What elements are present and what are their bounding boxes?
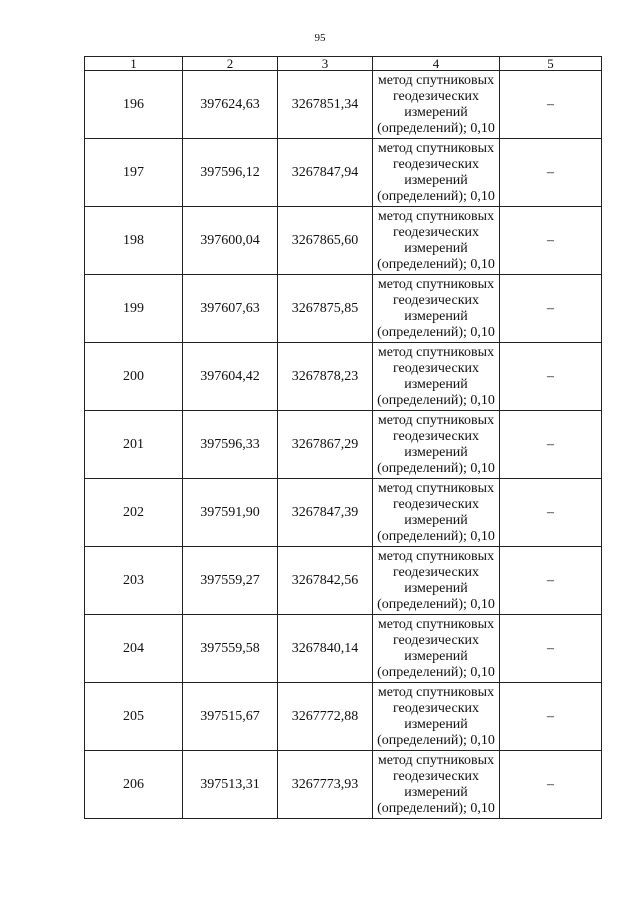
method-line: метод спутниковых (377, 412, 495, 428)
method-line: (определений); 0,10 (377, 188, 495, 204)
method-line: (определений); 0,10 (377, 256, 495, 272)
x-coordinate-cell: 397591,90 (183, 479, 278, 547)
column-header-1: 1 (85, 57, 183, 71)
method-line: (определений); 0,10 (377, 324, 495, 340)
note-cell: – (500, 71, 602, 139)
method-line: геодезических (392, 768, 479, 784)
method-cell (373, 479, 500, 547)
x-coordinate-cell: 397559,27 (183, 547, 278, 615)
method-line: геодезических (392, 292, 479, 308)
point-number-cell: 202 (85, 479, 183, 547)
method-line: измерений (404, 308, 468, 324)
point-number-cell: 205 (85, 683, 183, 751)
y-coordinate-cell: 3267847,94 (278, 139, 373, 207)
method-cell (373, 411, 500, 479)
method-line: (определений); 0,10 (377, 664, 495, 680)
note-cell: – (500, 411, 602, 479)
note-cell: – (500, 343, 602, 411)
note-cell: – (500, 275, 602, 343)
method-line: геодезических (392, 360, 479, 376)
method-cell (373, 751, 500, 819)
table-row (85, 547, 602, 615)
note-cell: – (500, 615, 602, 683)
column-header-2: 2 (183, 57, 278, 71)
method-line: метод спутниковых (377, 344, 495, 360)
method-line: геодезических (392, 632, 479, 648)
x-coordinate-cell: 397513,31 (183, 751, 278, 819)
y-coordinate-cell: 3267772,88 (278, 683, 373, 751)
method-line: геодезических (392, 700, 479, 716)
method-cell (373, 547, 500, 615)
point-number-cell: 199 (85, 275, 183, 343)
method-line: метод спутниковых (377, 684, 495, 700)
method-line: измерений (404, 240, 468, 256)
x-coordinate-cell: 397607,63 (183, 275, 278, 343)
method-line: геодезических (392, 88, 479, 104)
method-line: геодезических (392, 564, 479, 580)
method-line: геодезических (392, 156, 479, 172)
table-row (85, 411, 602, 479)
y-coordinate-cell: 3267878,23 (278, 343, 373, 411)
x-coordinate-cell: 397600,04 (183, 207, 278, 275)
column-header-4: 4 (373, 57, 500, 71)
method-line: геодезических (392, 496, 479, 512)
method-line: метод спутниковых (377, 752, 495, 768)
point-number-cell: 206 (85, 751, 183, 819)
table-row (85, 71, 602, 139)
method-line: измерений (404, 580, 468, 596)
note-cell: – (500, 139, 602, 207)
method-line: метод спутниковых (377, 548, 495, 564)
table-row (85, 275, 602, 343)
method-cell (373, 207, 500, 275)
note-cell: – (500, 751, 602, 819)
note-cell: – (500, 207, 602, 275)
y-coordinate-cell: 3267867,29 (278, 411, 373, 479)
method-line: измерений (404, 172, 468, 188)
method-line: (определений); 0,10 (377, 732, 495, 748)
table-row (85, 683, 602, 751)
y-coordinate-cell: 3267851,34 (278, 71, 373, 139)
page-number: 95 (314, 32, 326, 44)
method-cell (373, 343, 500, 411)
method-line: (определений); 0,10 (377, 120, 495, 136)
method-line: метод спутниковых (377, 480, 495, 496)
column-header-3: 3 (278, 57, 373, 71)
x-coordinate-cell: 397559,58 (183, 615, 278, 683)
method-line: измерений (404, 104, 468, 120)
table-row (85, 479, 602, 547)
method-cell (373, 275, 500, 343)
method-line: метод спутниковых (377, 276, 495, 292)
y-coordinate-cell: 3267773,93 (278, 751, 373, 819)
coordinates-table (84, 56, 602, 819)
point-number-cell: 203 (85, 547, 183, 615)
point-number-cell: 196 (85, 71, 183, 139)
method-line: измерений (404, 784, 468, 800)
table-row (85, 615, 602, 683)
y-coordinate-cell: 3267875,85 (278, 275, 373, 343)
point-number-cell: 201 (85, 411, 183, 479)
method-line: (определений); 0,10 (377, 528, 495, 544)
x-coordinate-cell: 397515,67 (183, 683, 278, 751)
method-cell (373, 615, 500, 683)
point-number-cell: 197 (85, 139, 183, 207)
y-coordinate-cell: 3267865,60 (278, 207, 373, 275)
x-coordinate-cell: 397624,63 (183, 71, 278, 139)
table-row (85, 139, 602, 207)
table-row (85, 343, 602, 411)
note-cell: – (500, 547, 602, 615)
y-coordinate-cell: 3267847,39 (278, 479, 373, 547)
method-cell (373, 71, 500, 139)
header-row (85, 57, 602, 71)
method-line: измерений (404, 648, 468, 664)
method-line: (определений); 0,10 (377, 460, 495, 476)
method-line: (определений); 0,10 (377, 392, 495, 408)
note-cell: – (500, 479, 602, 547)
method-line: (определений); 0,10 (377, 596, 495, 612)
y-coordinate-cell: 3267840,14 (278, 615, 373, 683)
method-line: (определений); 0,10 (377, 800, 495, 816)
table-body (85, 71, 602, 819)
x-coordinate-cell: 397596,12 (183, 139, 278, 207)
method-line: измерений (404, 444, 468, 460)
table-row (85, 751, 602, 819)
y-coordinate-cell: 3267842,56 (278, 547, 373, 615)
method-line: метод спутниковых (377, 616, 495, 632)
note-cell: – (500, 683, 602, 751)
point-number-cell: 204 (85, 615, 183, 683)
x-coordinate-cell: 397604,42 (183, 343, 278, 411)
table-row (85, 207, 602, 275)
method-line: измерений (404, 512, 468, 528)
method-cell (373, 139, 500, 207)
point-number-cell: 200 (85, 343, 183, 411)
method-line: геодезических (392, 224, 479, 240)
method-line: геодезических (392, 428, 479, 444)
method-cell (373, 683, 500, 751)
column-header-5: 5 (500, 57, 602, 71)
method-line: метод спутниковых (377, 140, 495, 156)
method-line: метод спутниковых (377, 72, 495, 88)
method-line: измерений (404, 716, 468, 732)
x-coordinate-cell: 397596,33 (183, 411, 278, 479)
point-number-cell: 198 (85, 207, 183, 275)
method-line: измерений (404, 376, 468, 392)
method-line: метод спутниковых (377, 208, 495, 224)
